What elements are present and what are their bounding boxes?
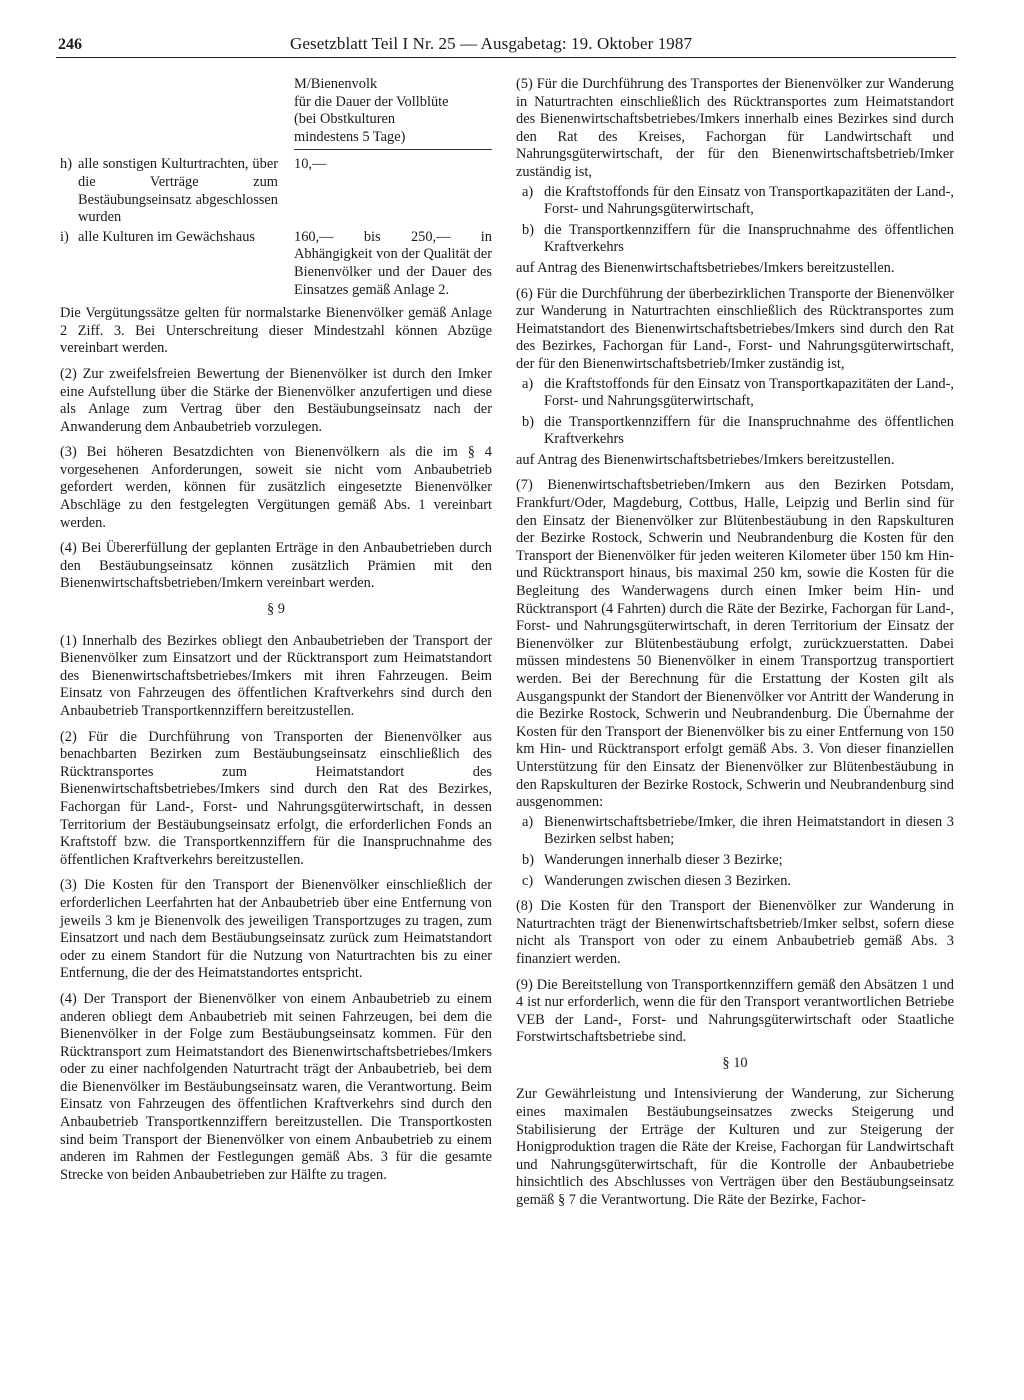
list-item-label: b) (522, 221, 534, 238)
list-item-text: die Transportkennziffern für die Inanspruchnahme des öffentlichen Kraftverkehrs (544, 413, 954, 448)
list-item (516, 814, 954, 849)
list-item-text: die Kraftstoffonds für den Einsatz von Transportkapazitäten der Land-, Forst- und Nahrungsgüterwirtschaft, (544, 183, 954, 218)
paragraph: (9) Die Bereitstellung von Transportkennziffern gemäß den Absätzen 1 und 4 ist nur erforderlich, wenn die für den Transport verantwortlichen Betriebe VEB der Land-, Forst- und Nahrungsgüterwirtschaft oder Staatliche Forstwirtschaftsbetriebe sind. (516, 976, 954, 1046)
running-head: Gesetzblatt Teil I Nr. 25 — Ausgabetag: 19. Oktober 1987 (290, 34, 693, 53)
section-heading-10: § 10 (722, 1054, 748, 1071)
paragraph: (1) Innerhalb des Bezirkes obliegt den Anbaubetrieben der Transport der Bienenvölker zum Einsatzort und der Rücktransport zum Heimatstandort des Bienenwirtschaftsbetriebes/Imkers mit ihren Fahrzeugen. Beim Einsatz von Fahrzeugen des öffentlichen Kraftverkehrs sind durch den Anbaubetrieb Transportkennziffern bereitzustellen. (60, 632, 492, 719)
paragraph: (7) Bienenwirtschaftsbetrieben/Imkern aus den Bezirken Potsdam, Frankfurt/Oder, Magdeburg, Cottbus, Halle, Leipzig und Berlin sind für den Einsatz der Bienenvölker zur Blütenbestäubung in den Rapskulturen der Bezirke Rostock, Schwerin und Neubrandenburg die Kosten für den Transport der Bienenvölker für jeden weiteren Kilometer über 150 km Hin- und Rücktransport hinaus, bis maximal 250 km, sowie die Kosten für die Begleitung des Wanderwagens durch einen Imker beim Hin- und Rücktransport (4 Fahrten) durch die Räte der Bezirke, Fachorgan für Land-, Forst- und Nahrungsgüterwirtschaft, in deren Territorium der Einsatz der Bienenvölker zur Blütenbestäubung erfolgt, zurückzuerstatten. Dabei müssen mindestens 50 Bienenvölker in einem Transportzug transportiert werden. Bei der Berechnung für die Erstattung der Kosten gilt als Ausgangspunkt der Standort der Bienenvölker vor Antritt der Wanderung in die Bezirke Rostock, Schwerin und Neubrandenburg. Die Übernahme der Kosten für den Transport der Bienenvölker bis zu einer Entfernung von 150 km Hin- und Rücktransport erfolgt gemäß Abs. 3. Von dieser finanziellen Unterstützung für den Einsatz der Bienenvölker zur Blütenbestäubung in den Rapskulturen der Bezirke Rostock, Schwerin und Neubrandenburg sind ausgenommen: (516, 477, 954, 811)
left-column (60, 76, 492, 1192)
paragraph: (2) Für die Durchführung von Transporten der Bienenvölker aus benachbarten Bezirken zum Bestäubungseinsatz einschließlich des Rücktransportes zum Heimatstandort des Bienenwirtschaftsbetriebes/Imkers sind durch den Rat des Bezirkes, Fachorgan für Land-, Forst- und Nahrungsgüterwirtschaft, in dessen Territorium der Bestäubungseinsatz erfolgt, die erforderlichen Fonds an Kraftstoff bzw. die Transportkennziffern für die Inanspruchnahme des öffentlichen Kraftverkehrs bereitzustellen. (60, 728, 492, 868)
rate-row-label: h) (60, 156, 72, 173)
list-item-text: Wanderungen innerhalb dieser 3 Bezirke; (544, 851, 783, 868)
paragraph: auf Antrag des Bienenwirtschaftsbetriebes/Imkers bereitzustellen. (516, 259, 895, 276)
rate-row-text: alle Kulturen im Gewächshaus (78, 228, 256, 245)
list-item-label: a) (522, 375, 534, 392)
rate-table-header (294, 76, 492, 150)
list-item-text: Wanderungen zwischen diesen 3 Bezirken. (544, 872, 791, 889)
list-item-label: b) (522, 851, 534, 868)
rate-table-header-line: für die Dauer der Vollblüte (294, 93, 449, 110)
list-item (516, 873, 954, 891)
paragraph: (4) Bei Übererfüllung der geplanten Erträge in den Anbaubetrieben durch den Bestäubungseinsatz können zusätzlich Prämien mit den Bienenwirtschaftsbetrieben/Imkern vereinbart werden. (60, 540, 492, 592)
list-item-text: die Kraftstoffonds für den Einsatz von Transportkapazitäten der Land-, Forst- und Nahrungsgüterwirtschaft, (544, 375, 954, 410)
list-item (516, 852, 954, 870)
paragraph: (4) Der Transport der Bienenvölker von einem Anbaubetrieb zu einem anderen obliegt dem Anbaubetrieb mit seinen Fahrzeugen, bei dem die Bienenvölker in der Folge zum Bestäubungseinsatz kommen. Für den Rücktransport zum Heimatstandort des Bienenwirtschaftsbetriebes/Imkers oder zu einer nachfolgenden Naturtracht trägt der Anbaubetrieb, bei dem die Bienenvölker im Bestäubungseinsatz waren, die Verantwortung. Beim Einsatz von Fahrzeugen des öffentlichen Kraftverkehrs sind durch den Anbaubetrieb Transportkennziffern bereitzustellen. Die Transportkosten sind beim Transport der Bienenvölker von einem Anbaubetrieb zu einem anderen im Rahmen der Festlegungen gemäß Abs. 3 für die gesamte Strecke von beiden Anbaubetrieben zur Hälfte zu tragen. (60, 990, 492, 1183)
paragraph: (6) Für die Durchführung der überbezirklichen Transporte der Bienenvölker zur Wanderung in Naturtrachten einschließlich des Rücktransportes zum Heimatstandort des Bienenwirtschaftsbetriebes/Imkers sind durch den Rat des Bezirkes, Fachorgan für Land-, Forst- und Nahrungsgüterwirtschaft, der für den Bienenwirtschaftsbetrieb/Imker zuständig ist, (516, 285, 954, 372)
list-item (516, 414, 954, 449)
list-item-text: die Transportkennziffern für die Inanspruchnahme des öffentlichen Kraftverkehrs (544, 221, 954, 256)
rate-row-value: 10,— (294, 156, 327, 173)
list-item-label: a) (522, 183, 534, 200)
list-item-label: c) (522, 872, 534, 889)
list-item-label: a) (522, 813, 534, 830)
paragraph: auf Antrag des Bienenwirtschaftsbetriebes/Imkers bereitzustellen. (516, 451, 895, 468)
rate-row-text: alle sonstigen Kulturtrachten, über die Verträge zum Bestäubungseinsatz abgeschlossen wurden (78, 156, 278, 226)
list-item (516, 184, 954, 219)
paragraph: (2) Zur zweifelsfreien Bewertung der Bienenvölker ist durch den Imker eine Aufstellung über die Stärke der Bienenvölker anzufertigen und diese als Anlage zum Vertrag über den Bestäubungseinsatz nach der Anwanderung dem Anbaubetrieb vorzulegen. (60, 365, 492, 435)
list-item (516, 222, 954, 257)
section-heading-9: § 9 (267, 601, 285, 618)
rate-row-value: 160,— bis 250,— in Abhängigkeit von der Qualität der Bienenvölker und der Dauer des Einsatzes gemäß Anlage 2. (294, 228, 492, 298)
rate-row-label: i) (60, 228, 69, 245)
paragraph: (3) Die Kosten für den Transport der Bienenvölker einschließlich der erforderlichen Leerfahrten hat der Anbaubetrieb über eine Entfernung von jeweils 3 km je Bienenvolk des jeweiligen Transportzuges zu tragen, zum Einsatzort und nach dem Bestäubungseinsatz zurück zum Heimatstandort oder zu einem Standort für die Nutzung von Naturtrachten bis zu einer Entfernung, die der des Heimatstandortes entspricht. (60, 877, 492, 982)
rate-row-i (60, 229, 492, 299)
rate-row-h (60, 156, 492, 226)
rate-table-header-line: (bei Obstkulturen (294, 111, 396, 128)
rate-table-header-line: M/Bienenvolk (294, 76, 378, 92)
header-rule (56, 57, 956, 58)
paragraph: (8) Die Kosten für den Transport der Bienenvölker zur Wanderung in Naturtrachten trägt der Bienenwirtschaftsbetrieb/Imker selbst, sofern diese nicht als Transport von oder zu einem Anbaubetrieb gemäß Abs. 3 finanziert werden. (516, 898, 954, 967)
paragraph: Die Vergütungssätze gelten für normalstarke Bienenvölker gemäß Anlage 2 Ziff. 3. Bei Unterschreitung dieser Mindestzahl können Abzüge vereinbart werden. (60, 305, 492, 357)
rate-table-header-line: mindestens 5 Tage) (294, 128, 406, 145)
right-column (516, 76, 954, 1218)
page-number: 246 (58, 36, 82, 53)
paragraph: (3) Bei höheren Besatzdichten von Bienenvölkern als die im § 4 vorgesehenen Anforderungen, soweit sie nicht vom Anbaubetrieb gefordert werden, können für zusätzlich eingesetzte Bienenvölker Abschläge zu den festgelegten Vergütungen gemäß Abs. 1 vereinbart werden. (60, 444, 492, 531)
list-item-label: b) (522, 413, 534, 430)
paragraph: (5) Für die Durchführung des Transportes der Bienenvölker zur Wanderung in Naturtrachten einschließlich des Rücktransportes zum Heimatstandort des Bienenwirtschaftsbetriebes/Imkers innerhalb eines Bezirkes sind durch den Rat des Kreises, Fachorgan für Landwirtschaft und Nahrungsgüterwirtschaft, der für den Bienenwirtschaftsbetrieb/Imker zuständig ist, (516, 76, 954, 180)
paragraph: Zur Gewährleistung und Intensivierung der Wanderung, zur Sicherung eines maximalen Bestäubungseinsatzes zwecks Steigerung und Stabilisierung der Erträge der Kulturen und zur Steigerung der Honigproduktion tragen die Räte der Kreise, Fachorgan für Landwirtschaft und Nahrungsgüterwirtschaft, für die Kontrolle der Anbaubetriebe hinsichtlich des Abschlusses von Verträgen über den Bestäubungseinsatz gemäß § 7 die Verantwortung. Die Räte der Bezirke, Fachor- (516, 1086, 954, 1209)
list-item (516, 376, 954, 411)
list-item-text: Bienenwirtschaftsbetriebe/Imker, die ihren Heimatstandort in diesen 3 Bezirken selbst haben; (544, 813, 954, 848)
